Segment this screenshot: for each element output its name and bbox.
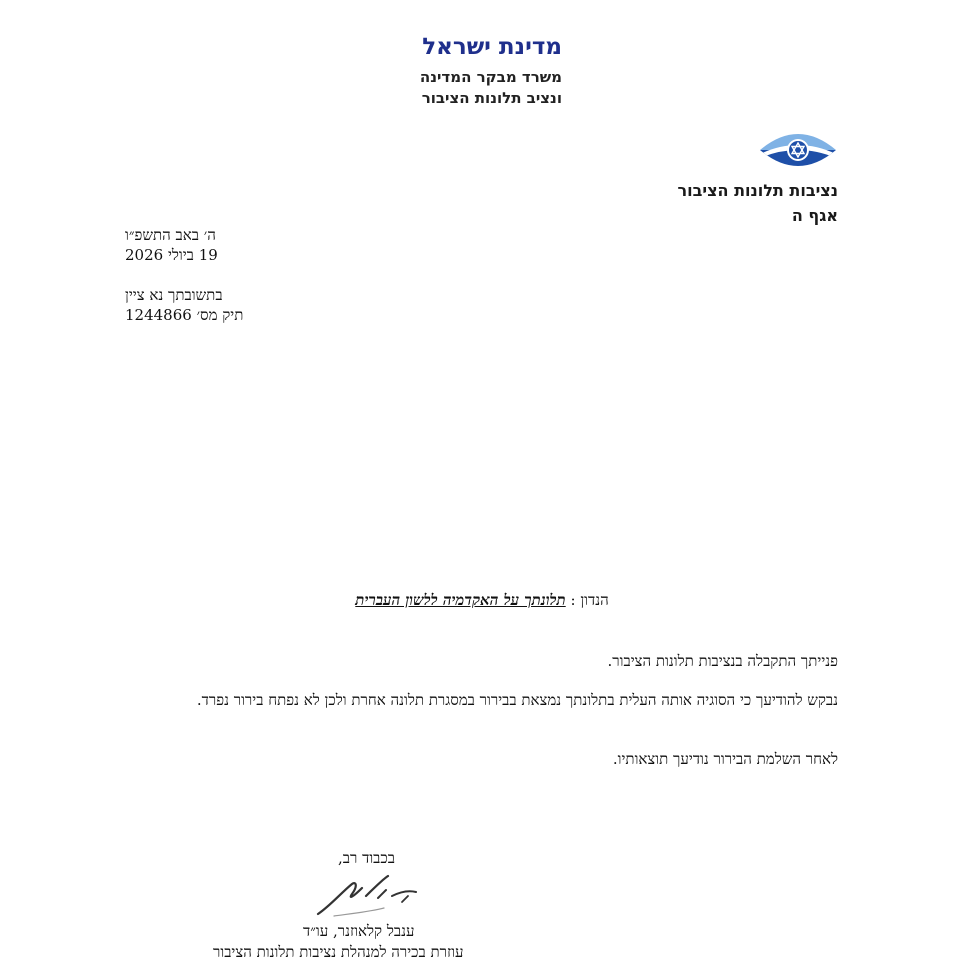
signer-role: עוזרת בכירה למנהלת נציבות תלונות הציבור (213, 943, 464, 961)
state-title: מדינת ישראל (422, 34, 562, 60)
reply-note: בתשובתך נא ציין (125, 286, 223, 304)
closing-salutation: בכבוד רב, (338, 849, 395, 867)
signer-name: ענבל קלאוזנר, עו״ד (303, 922, 415, 940)
gregorian-date: 19 ביולי 2026 (125, 246, 218, 264)
body-paragraph-2: נבקש להודיעך כי הסוגיה אותה העלית בתלונתך נמצאת בבירור במסגרת תלונה אחרת ולכן לא נפתח בירור נפרד. (196, 691, 838, 709)
office-name-line-2: ונציב תלונות הציבור (421, 89, 562, 107)
subject-line (0, 591, 980, 610)
department-name: נציבות תלונות הציבור (677, 181, 838, 200)
body-paragraph-1: פנייתך התקבלה בנציבות תלונות הציבור. (607, 652, 838, 670)
body-paragraph-3: לאחר השלמת הבירור נודיעך תוצאותיו. (612, 750, 838, 768)
subject-label: הנדון : (570, 591, 609, 609)
subject-title: תלונתך על האקדמיה ללשון העברית (355, 591, 566, 609)
office-name-line-1: משרד מבקר המדינה (419, 68, 562, 86)
hebrew-date: ה׳ באב התשפ״ו (125, 226, 216, 244)
file-number: תיק מס׳ 1244866 (125, 306, 244, 324)
handwritten-signature-icon (308, 866, 422, 922)
department-division: אגף ה (791, 206, 838, 225)
ombudsman-eye-logo-icon (758, 124, 838, 176)
